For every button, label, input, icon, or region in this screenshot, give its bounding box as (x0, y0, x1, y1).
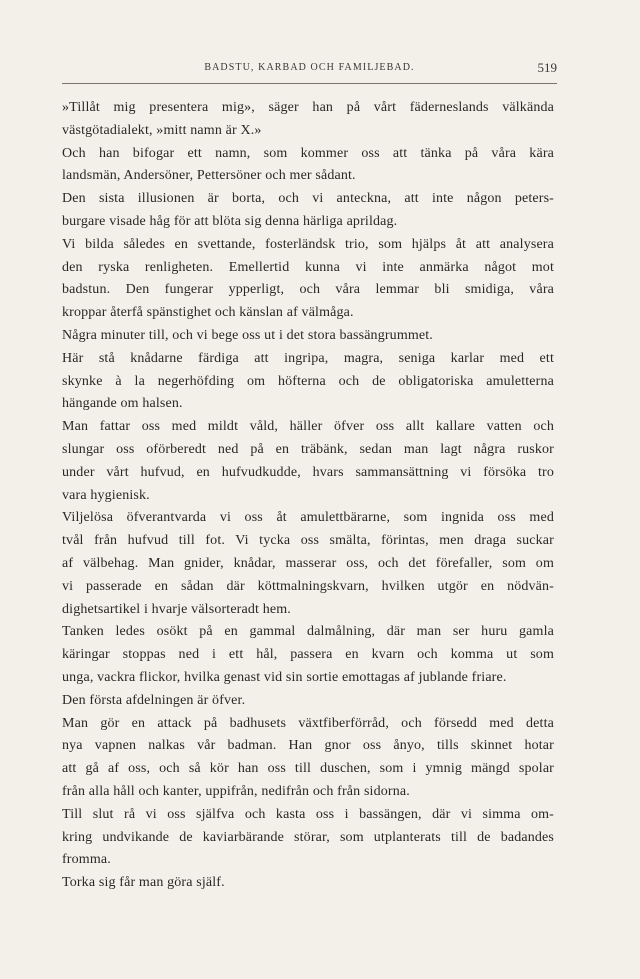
text-line: Man gör en attack på badhusets växtfiberförråd, och försedd med detta (62, 715, 554, 731)
paragraph (62, 348, 554, 416)
paragraph (62, 713, 554, 804)
text-line: Och han bifogar ett namn, som kommer oss att tänka på våra kära (62, 145, 554, 161)
text-line: »Tillåt mig presentera mig», säger han på vårt fäderneslands välkända (62, 100, 554, 115)
paragraph (62, 507, 554, 621)
paragraph (62, 804, 554, 872)
text-line: Vi bilda således en svettande, fosterländsk trio, som hjälps åt att analysera (62, 236, 554, 252)
text-line: af välbehag. Man gnider, knådar, masserar oss, och det förefaller, som om (62, 555, 554, 571)
running-title: BADSTU, KARBAD OCH FAMILJEBAD. (204, 62, 415, 73)
text-line: hängande om halsen. (62, 396, 183, 412)
paragraph (62, 234, 554, 325)
text-line: Tanken ledes osökt på en gammal dalmålning, där man ser huru gamla (62, 624, 554, 640)
text-line: slungar oss oförberedt ned på en träbänk, sedan man lagt några ruskor (62, 441, 554, 457)
text-line: unga, vackra flickor, hvilka genast vid sin sortie emottagas af jublande friare. (62, 669, 507, 685)
text-line: badstun. Den fungerar ypperligt, och våra lemmar bli smidiga, våra (62, 282, 554, 298)
text-line: Här stå knådarne färdiga att ingripa, magra, seniga karlar med ett (62, 350, 554, 366)
paragraph (62, 690, 554, 713)
text-line: dighetsartikel i hvarje välsorteradt hem. (62, 601, 291, 617)
text-line: under vårt hufvud, en hufvudkudde, hvars sammansättning vi försöka tro (62, 464, 554, 480)
text-line: skynke à la negerhöfding om höfterna och de obligatoriska amuletterna (62, 373, 554, 389)
text-line: att gå af oss, och så kör han oss till duschen, som i ymnig mängd spolar (62, 761, 554, 777)
text-line: Man fattar oss med mildt våld, häller öfver oss allt kallare vatten och (62, 419, 554, 435)
text-line: vi passerade en sådan där köttmalningskvarn, hvilken utgör en nödvän- (62, 578, 554, 594)
text-line: fromma. (62, 852, 111, 868)
text-line: burgare visade håg för att blöta sig denna härliga aprildag. (62, 213, 398, 229)
text-line: Torka sig får man göra själf. (62, 875, 225, 891)
text-line: Några minuter till, och vi bege oss ut i det stora bassängrummet. (62, 327, 433, 343)
paragraph (62, 872, 554, 895)
header-rule (62, 83, 557, 84)
running-head (62, 62, 557, 82)
body-text (62, 97, 554, 895)
text-line: Den sista illusionen är borta, och vi anteckna, att inte någon peters- (62, 191, 554, 207)
text-line: västgötadialekt, »mitt namn är X.» (62, 122, 262, 138)
text-line: Viljelösa öfverantvarda vi oss åt amulettbärarne, som ingnida oss med (62, 510, 554, 526)
text-line: kroppar återfå spänstighet och känslan af välmåga. (62, 305, 354, 321)
text-line: nya vapnen nalkas vår badman. Han gnor oss ånyo, tills skinnet hotar (62, 738, 554, 754)
text-line: käringar stoppas ned i ett hål, passera en kvarn och komma ut som (62, 647, 554, 663)
paragraph (62, 143, 554, 189)
paragraph (62, 416, 554, 507)
text-line: den ryska renligheten. Emellertid kunna vi inte anmärka något mot (62, 259, 554, 275)
paragraph (62, 325, 554, 348)
paragraph (62, 188, 554, 234)
text-line: tvål från hufvud till fot. Vi tycka oss smälta, förintas, men draga suckar (62, 533, 554, 549)
text-line: från alla håll och kanter, uppifrån, nedifrån och från sidorna. (62, 783, 410, 799)
text-line: landsmän, Andersöner, Pettersöner och mer sådant. (62, 168, 356, 184)
text-line: Den första afdelningen är öfver. (62, 692, 246, 708)
page-number: 519 (537, 60, 557, 75)
paragraph (62, 97, 554, 143)
text-line: kring undvikande de kaviarbärande störar, som utplanterats till de badandes (62, 829, 554, 845)
paragraph (62, 621, 554, 689)
text-line: vara hygienisk. (62, 487, 150, 503)
text-line: Till slut rå vi oss själfva och kasta oss i bassängen, där vi simma om- (62, 806, 554, 822)
